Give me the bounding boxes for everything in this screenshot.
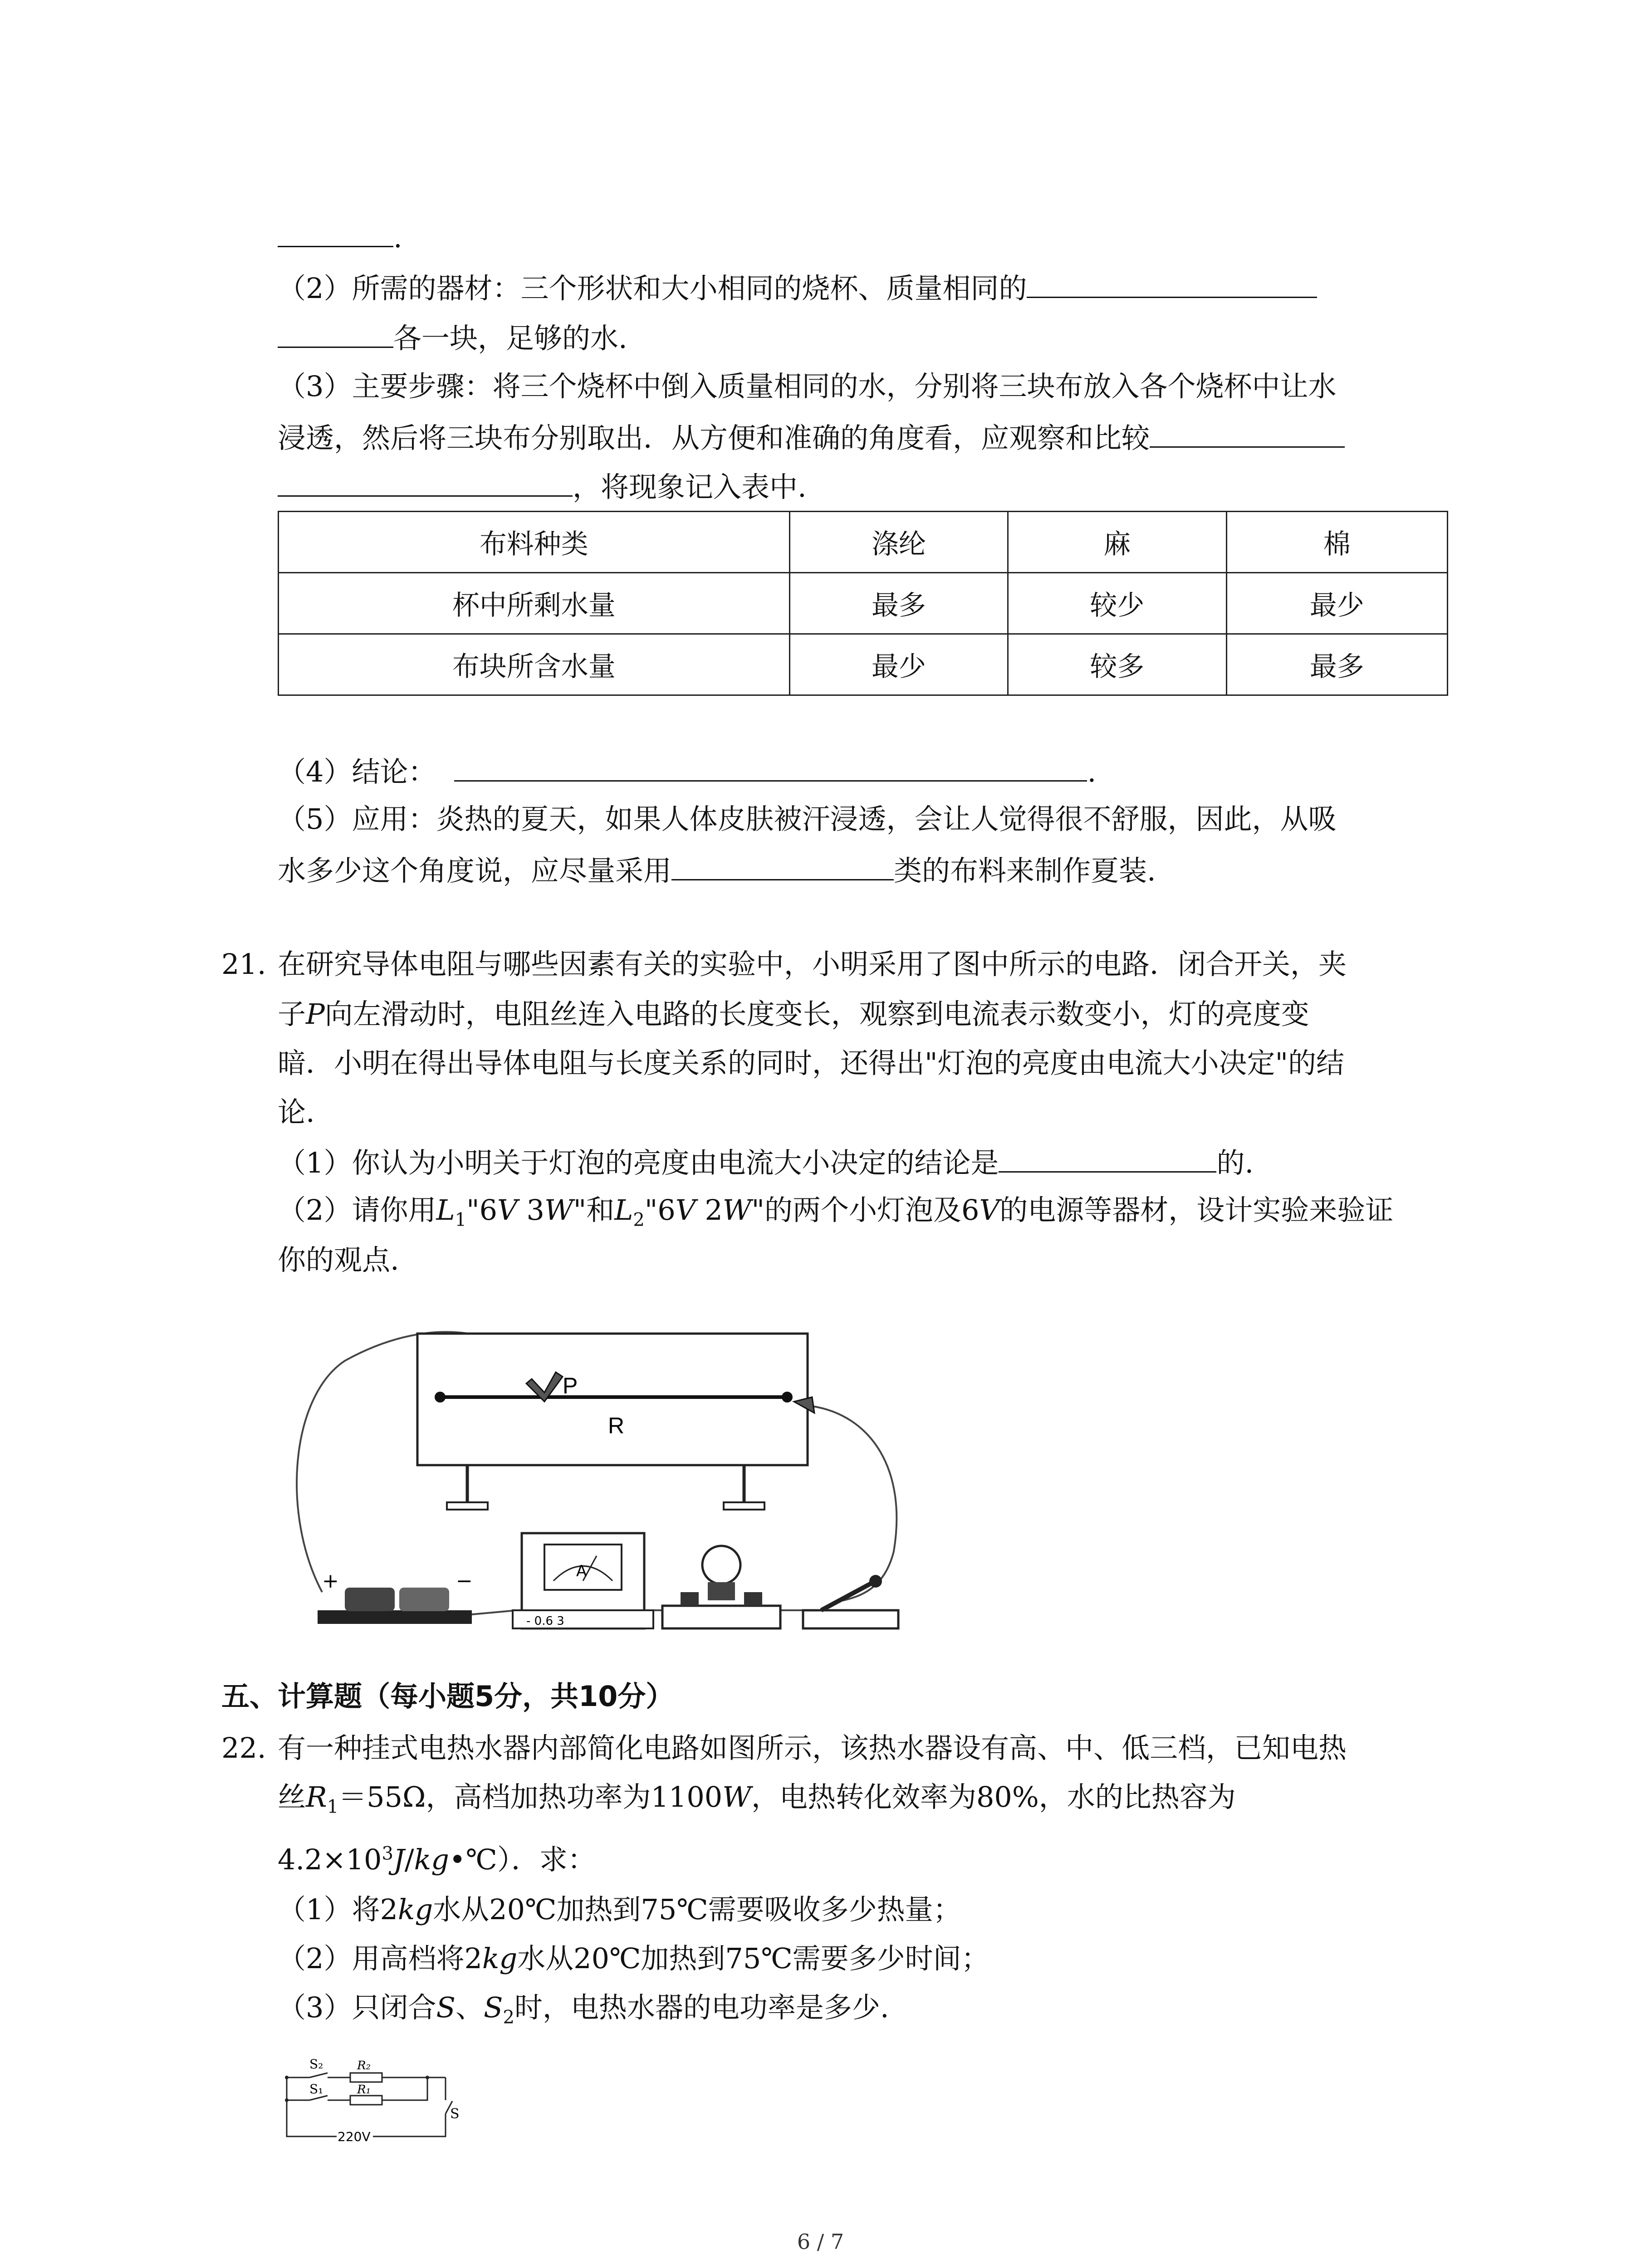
answer-blank[interactable]	[454, 752, 1087, 782]
q21-line4: 论.	[278, 1095, 315, 1129]
battery-base	[318, 1610, 472, 1624]
q21-line2: 子P向左滑动时，电阻丝连入电路的长度变长，观察到电流表示数变小，灯的亮度变	[278, 997, 1309, 1031]
answer-blank[interactable]	[671, 851, 894, 880]
switch-base	[803, 1610, 898, 1628]
table-cell: 较多	[1008, 634, 1226, 695]
q22-number: 22.	[221, 1731, 266, 1765]
table-cell: 涤纶	[789, 512, 1008, 573]
answer-blank[interactable]	[1027, 269, 1317, 298]
label-s: S	[450, 2106, 460, 2122]
answer-blank[interactable]	[278, 467, 573, 497]
terminal-right	[782, 1392, 793, 1403]
q20-part3-line2: 浸透，然后将三块布分别取出．从方便和准确的角度看，应观察和比较	[278, 418, 1345, 456]
table-cell: 最少	[789, 634, 1008, 695]
answer-blank[interactable]	[278, 218, 393, 247]
table-cell: 麻	[1008, 512, 1226, 573]
label-r2: R₂	[357, 2059, 371, 2072]
q21-circuit-figure	[272, 1297, 930, 1642]
table-cell: 布料种类	[279, 512, 790, 573]
table-cell: 棉	[1226, 512, 1447, 573]
q22-line1: 有一种挂式电热水器内部简化电路如图所示，该热水器设有高、中、低三档，已知电热	[278, 1731, 1347, 1765]
label-r1: R₁	[357, 2083, 371, 2097]
q20-part4: （4）结论： .	[278, 752, 1096, 790]
label-r: R	[608, 1413, 625, 1438]
ammeter-label: A	[576, 1562, 587, 1580]
terminal-left	[435, 1392, 446, 1403]
ammeter-scale: - 0.6 3	[526, 1614, 564, 1628]
q22-sub2: （2）用高档将2kg水从20℃加热到75℃需要多少时间；	[278, 1942, 989, 1975]
battery-plus: +	[322, 1569, 339, 1593]
q21-number: 21.	[221, 948, 266, 981]
lamp-base	[662, 1606, 780, 1628]
table-cell: 最多	[1226, 634, 1447, 695]
q20-line0: .	[278, 218, 402, 256]
resistance-board	[417, 1334, 808, 1465]
table-cell: 最多	[789, 573, 1008, 634]
q20-part2-line2: 各一块，足够的水.	[278, 318, 627, 357]
battery-cell	[345, 1588, 395, 1611]
answer-blank[interactable]	[1150, 418, 1345, 448]
label-s1: S₁	[309, 2082, 323, 2097]
q22-sub1: （1）将2kg水从20℃加热到75℃需要吸收多少热量；	[278, 1893, 961, 1926]
q22-line2: 丝$R_1=55\Omega$，高档加热功率为1100W，电热转化效率为80%，水的比热容为	[278, 1780, 1236, 1818]
table-cell: 较少	[1008, 573, 1226, 634]
q21-sub2-line2: 你的观点.	[278, 1243, 399, 1276]
q22-sub3: （3）只闭合S、$S_2$时，电热水器的电功率是多少.	[278, 1991, 889, 2028]
q20-part2-line1: （2）所需的器材：三个形状和大小相同的烧杯、质量相同的	[278, 269, 1317, 307]
fabric-table	[278, 511, 1448, 696]
lamp-bulb	[702, 1546, 740, 1584]
answer-blank[interactable]	[999, 1143, 1216, 1173]
table-cell: 最少	[1226, 573, 1447, 634]
label-p: P	[563, 1373, 578, 1398]
label-voltage: 220V	[338, 2129, 371, 2144]
q20-part5-line2: 水多少这个角度说，应尽量采用 类的布料来制作夏装.	[278, 851, 1156, 889]
answer-blank[interactable]	[278, 318, 393, 348]
table-row	[279, 634, 1448, 695]
q21-line3: 暗．小明在得出导体电阻与长度关系的同时，还得出"灯泡的亮度由电流大小决定"的结	[278, 1046, 1345, 1080]
page-number: 6 / 7	[797, 2229, 844, 2254]
q22-line3: $4.2\times 10^3J/kg•℃$）．求：	[278, 1843, 596, 1876]
board-leg-left	[447, 1465, 488, 1506]
wire-right	[812, 1406, 896, 1601]
q21-sub2: （2）请你用$L_1"6V$ 3W"和$L_2"6V$ 2W"的两个小灯泡及6V的电源等器材，设计实验来验证	[278, 1193, 1394, 1231]
table-cell: 杯中所剩水量	[279, 573, 790, 634]
q21-sub1: （1）你认为小明关于灯泡的亮度由电流大小决定的结论是 的.	[278, 1143, 1254, 1181]
q22-circuit-figure	[278, 2050, 468, 2150]
q20-part5-line1: （5）应用：炎热的夏天，如果人体皮肤被汗浸透，会让人觉得很不舒服，因此，从吸	[278, 802, 1337, 836]
table-row	[279, 573, 1448, 634]
table-header-row	[279, 512, 1448, 573]
battery-minus: −	[456, 1569, 473, 1593]
section5-title: 五、计算题（每小题5分，共10分）	[221, 1680, 674, 1713]
q20-part3-line1: （3）主要步骤：将三个烧杯中倒入质量相同的水，分别将三块布放入各个烧杯中让水	[278, 370, 1337, 403]
q20-part3-line3: ，将现象记入表中.	[278, 467, 807, 505]
label-s2: S₂	[309, 2057, 323, 2072]
table-cell: 布块所含水量	[279, 634, 790, 695]
q21-line1: 在研究导体电阻与哪些因素有关的实验中，小明采用了图中所示的电路．闭合开关，夹	[278, 948, 1347, 981]
